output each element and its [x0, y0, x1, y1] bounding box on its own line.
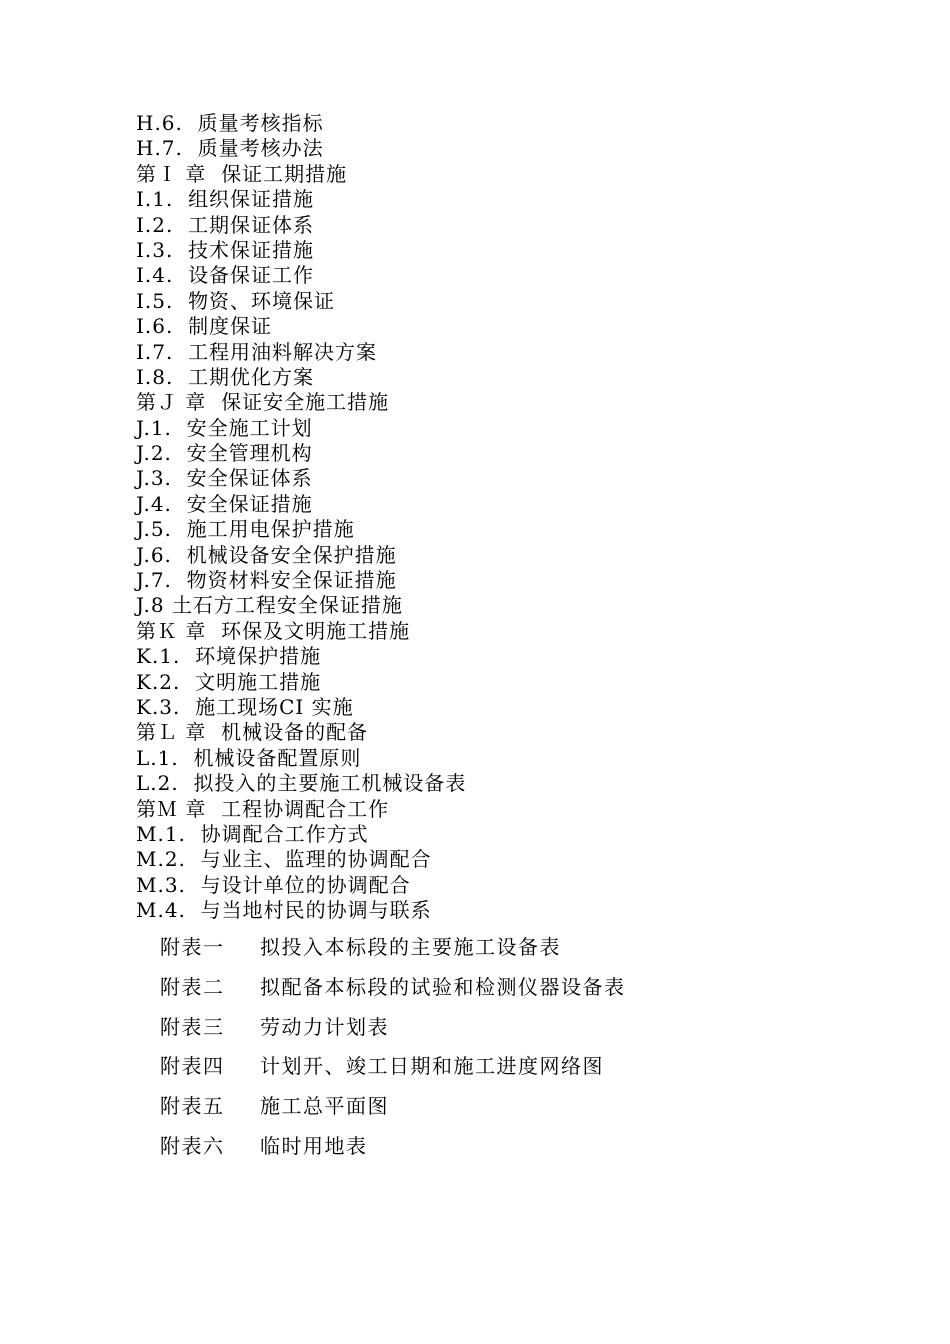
toc-entry-number: I.8. — [136, 364, 189, 389]
appendix-title: 施工总平面图 — [260, 1094, 389, 1119]
toc-entry-number: I.5. — [136, 288, 189, 313]
toc-entry — [136, 695, 896, 720]
toc-entry — [136, 746, 896, 771]
toc-chapter-heading — [136, 720, 896, 745]
toc-entry-number: J.6. — [136, 542, 187, 567]
toc-entry-number: L.2. — [136, 771, 194, 796]
toc-entry-title: 机械设备安全保护措施 — [186, 542, 397, 567]
appendix-label: 附表六 — [160, 1133, 225, 1158]
toc-chapter-heading — [136, 390, 896, 415]
toc-entry-number: M.2. — [136, 847, 201, 872]
toc-entry-title: 工程用油料解决方案 — [188, 339, 378, 364]
toc-entry — [136, 136, 896, 161]
appendix-item — [160, 970, 900, 1010]
toc-entry-title: 拟投入的主要施工机械设备表 — [193, 771, 467, 796]
toc-entry — [136, 314, 896, 339]
toc-entry-number: K.2. — [136, 669, 196, 694]
toc-entry-number: J.8 — [136, 593, 172, 618]
toc-entry — [136, 898, 896, 923]
toc-entry-title: 设备保证工作 — [188, 263, 315, 288]
appendix-item — [160, 1010, 900, 1050]
toc-entry-number: K.3. — [136, 694, 196, 719]
toc-chapter-title: 保证工期措施 — [221, 161, 348, 186]
toc-entry — [136, 263, 896, 288]
toc-entry-title: 与当地村民的协调与联系 — [200, 898, 432, 923]
toc-chapter-heading — [136, 797, 896, 822]
toc-chapter-title: 机械设备的配备 — [221, 720, 369, 745]
appendix-title: 临时用地表 — [260, 1133, 368, 1158]
toc-entry-title: 安全保证措施 — [186, 491, 313, 516]
toc-entry-title: 安全管理机构 — [186, 441, 313, 466]
toc-entry-number: J.5. — [136, 517, 187, 542]
toc-entry — [136, 492, 896, 517]
toc-entry — [136, 644, 896, 669]
toc-entry — [136, 340, 896, 365]
toc-entry — [136, 441, 896, 466]
toc-entry-number: K.1. — [136, 644, 196, 669]
toc-chapter-heading — [136, 619, 896, 644]
toc-chapter-heading — [136, 162, 896, 187]
toc-entry-title: 物资材料安全保证措施 — [186, 568, 397, 593]
toc-entry-number: J.7. — [136, 568, 187, 593]
table-of-contents — [136, 111, 896, 924]
toc-entry-number: J.3. — [136, 466, 187, 491]
toc-entry-title: 机械设备配置原则 — [193, 745, 362, 770]
toc-entry-number: H.6. — [136, 111, 198, 135]
appendix-item — [160, 1049, 900, 1089]
appendix-title: 劳动力计划表 — [260, 1014, 389, 1039]
toc-entry — [136, 466, 896, 491]
appendix-title: 计划开、竣工日期和施工进度网络图 — [260, 1054, 604, 1079]
toc-chapter-title: 环保及文明施工措施 — [221, 618, 411, 643]
appendix-item — [160, 930, 900, 970]
toc-entry-title: 质量考核办法 — [197, 136, 324, 161]
appendix-title: 拟配备本标段的试验和检测仪器设备表 — [260, 974, 626, 999]
toc-entry-number: I.1. — [136, 187, 189, 212]
toc-entry-title: 施工现场CI 实施 — [195, 694, 354, 719]
toc-entry — [136, 213, 896, 238]
toc-entry — [136, 416, 896, 441]
toc-entry-title: 制度保证 — [188, 314, 273, 339]
toc-entry-title: 与设计单位的协调配合 — [200, 872, 411, 897]
toc-entry-number: J.2. — [136, 441, 187, 466]
toc-entry-number: H.7. — [136, 136, 198, 161]
toc-entry-title: 安全施工计划 — [186, 415, 313, 440]
toc-entry-title: 协调配合工作方式 — [200, 821, 369, 846]
toc-chapter-number: 第Ｊ 章 — [136, 390, 222, 415]
toc-entry-number: I.7. — [136, 339, 189, 364]
toc-chapter-number: 第Ｌ 章 — [136, 720, 222, 745]
toc-entry-title: 环境保护措施 — [195, 644, 322, 669]
toc-entry — [136, 517, 896, 542]
toc-entry — [136, 568, 896, 593]
appendix-label: 附表三 — [160, 1014, 225, 1039]
toc-entry — [136, 238, 896, 263]
appendix-label: 附表四 — [160, 1054, 225, 1079]
toc-entry-title: 与业主、监理的协调配合 — [200, 847, 432, 872]
toc-entry-number: J.1. — [136, 415, 187, 440]
appendix-label: 附表二 — [160, 974, 225, 999]
appendix-label: 附表五 — [160, 1094, 225, 1119]
toc-entry — [136, 847, 896, 872]
toc-entry-title: 工期优化方案 — [188, 364, 315, 389]
toc-entry — [136, 365, 896, 390]
toc-entry-title: 施工用电保护措施 — [186, 517, 355, 542]
appendix-list — [160, 930, 900, 1169]
toc-chapter-number: 第Ｍ 章 — [136, 796, 222, 821]
toc-entry-title: 质量考核指标 — [197, 111, 324, 135]
appendix-item — [160, 1089, 900, 1129]
toc-entry-title: 工期保证体系 — [188, 212, 315, 237]
toc-entry-number: J.4. — [136, 491, 187, 516]
toc-entry-number: M.4. — [136, 898, 201, 923]
appendix-label: 附表一 — [160, 935, 225, 959]
toc-entry-number: I.3. — [136, 237, 189, 262]
toc-entry-number: M.3. — [136, 872, 201, 897]
toc-entry-number: I.2. — [136, 212, 189, 237]
toc-entry — [136, 289, 896, 314]
toc-entry — [136, 873, 896, 898]
toc-entry-number: I.6. — [136, 314, 189, 339]
toc-chapter-number: 第Ｉ 章 — [136, 161, 222, 186]
toc-entry — [136, 543, 896, 568]
toc-entry-number: M.1. — [136, 821, 201, 846]
toc-entry — [136, 771, 896, 796]
toc-entry-number: I.4. — [136, 263, 189, 288]
toc-entry-title: 文明施工措施 — [195, 669, 322, 694]
toc-chapter-title: 保证安全施工措施 — [221, 390, 390, 415]
toc-entry-number: L.1. — [136, 745, 194, 770]
toc-entry-title: 土石方工程安全保证措施 — [171, 593, 403, 618]
toc-entry-title: 安全保证体系 — [186, 466, 313, 491]
toc-entry — [136, 822, 896, 847]
toc-entry — [136, 111, 896, 136]
toc-entry-title: 组织保证措施 — [188, 187, 315, 212]
toc-entry-title: 物资、环境保证 — [188, 288, 336, 313]
toc-entry — [136, 593, 896, 618]
toc-chapter-title: 工程协调配合工作 — [221, 796, 390, 821]
toc-entry-title: 技术保证措施 — [188, 237, 315, 262]
toc-entry — [136, 670, 896, 695]
toc-entry — [136, 187, 896, 212]
toc-chapter-number: 第Ｋ 章 — [136, 618, 222, 643]
appendix-item — [160, 1129, 900, 1169]
appendix-title: 拟投入本标段的主要施工设备表 — [260, 935, 561, 959]
